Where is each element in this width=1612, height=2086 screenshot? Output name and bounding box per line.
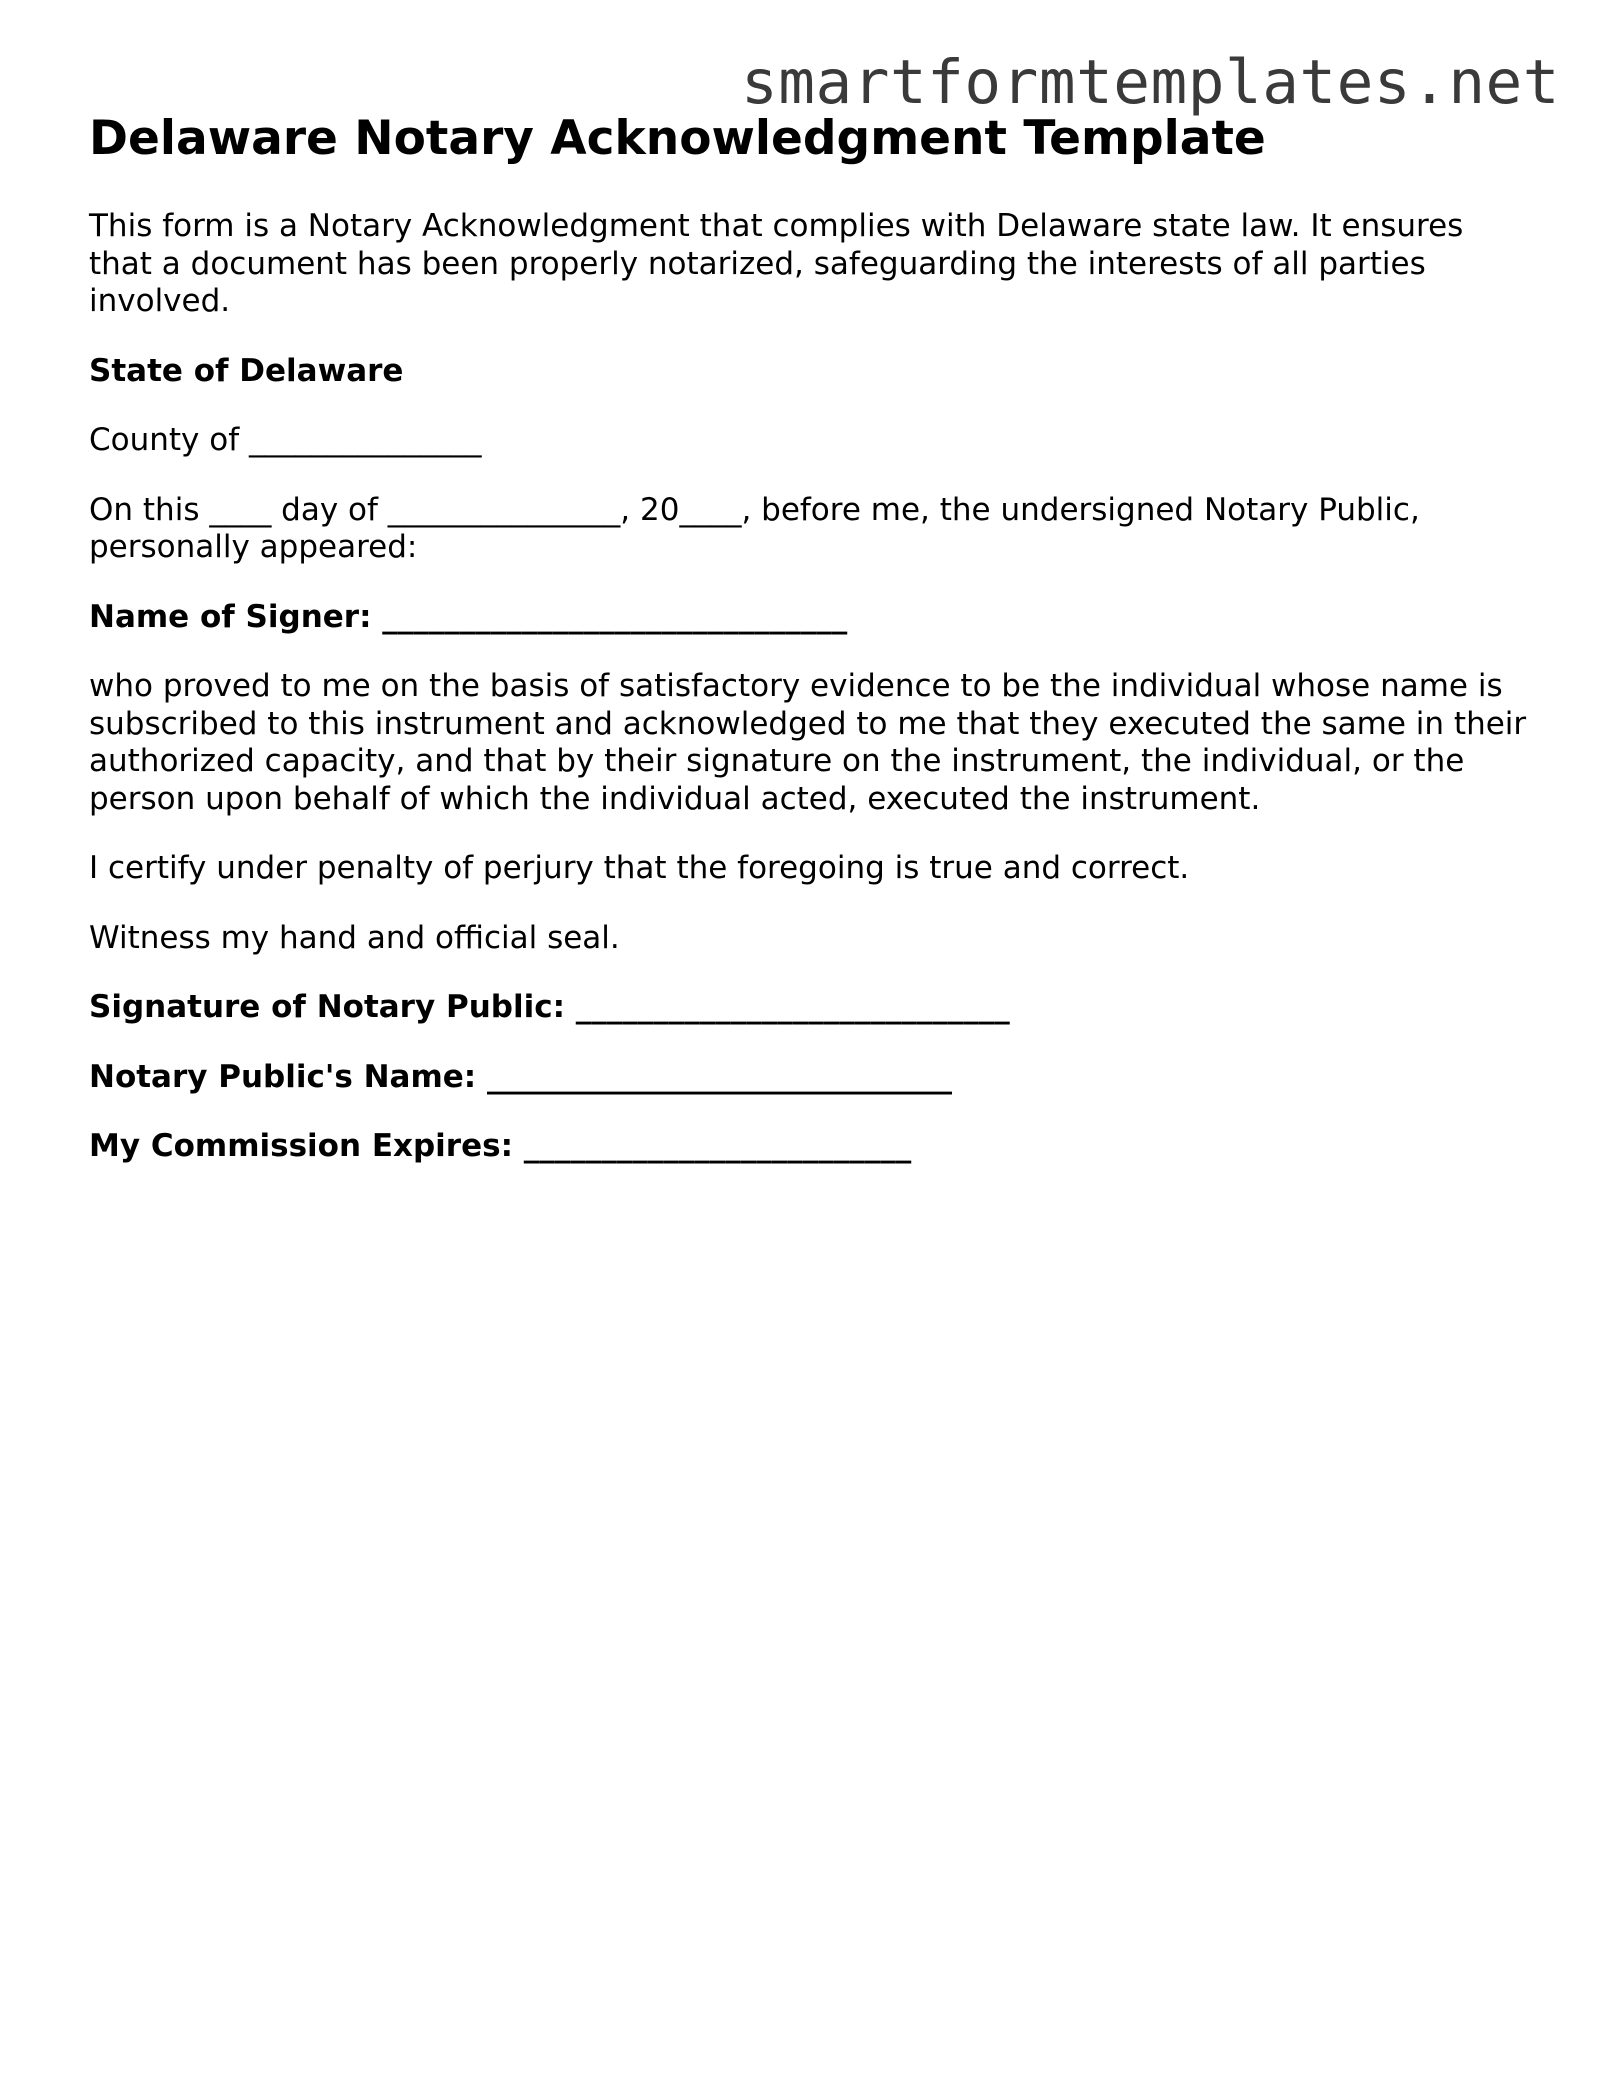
commission-expires-line: My Commission Expires: _________________________ bbox=[89, 1128, 912, 1164]
appearance-line: On this ____ day of _______________, 20____, before me, the undersigned Notary Public, personally appeared: bbox=[89, 491, 1420, 565]
county-line: County of _______________ bbox=[89, 422, 482, 458]
watermark: smartformtemplates.net bbox=[741, 47, 1560, 118]
document-body bbox=[89, 110, 1529, 1198]
intro-paragraph: This form is a Notary Acknowledgment that complies with Delaware state law. It ensures that a document has been properly notarized, safeguarding the interests of all parties involved. bbox=[89, 208, 1464, 319]
evidence-paragraph: who proved to me on the basis of satisfactory evidence to be the individual whose name is subscribed to this instrument and acknowledged to me that they executed the same in their authorized capacity, and that by their signature on the instrument, the individual, or the person upon behalf of which the individual acted, executed the instrument. bbox=[89, 668, 1527, 817]
signer-name-line: Name of Signer: ______________________________ bbox=[89, 598, 848, 635]
state-heading: State of Delaware bbox=[89, 352, 404, 389]
certification-line: I certify under penalty of perjury that the foregoing is true and correct. bbox=[89, 850, 1190, 886]
witness-line: Witness my hand and official seal. bbox=[89, 919, 620, 956]
notary-name-line: Notary Public's Name: ______________________________ bbox=[89, 1058, 952, 1095]
notary-signature-line: Signature of Notary Public: ____________________________ bbox=[89, 989, 1010, 1025]
document-title: Delaware Notary Acknowledgment Template bbox=[89, 111, 1266, 166]
